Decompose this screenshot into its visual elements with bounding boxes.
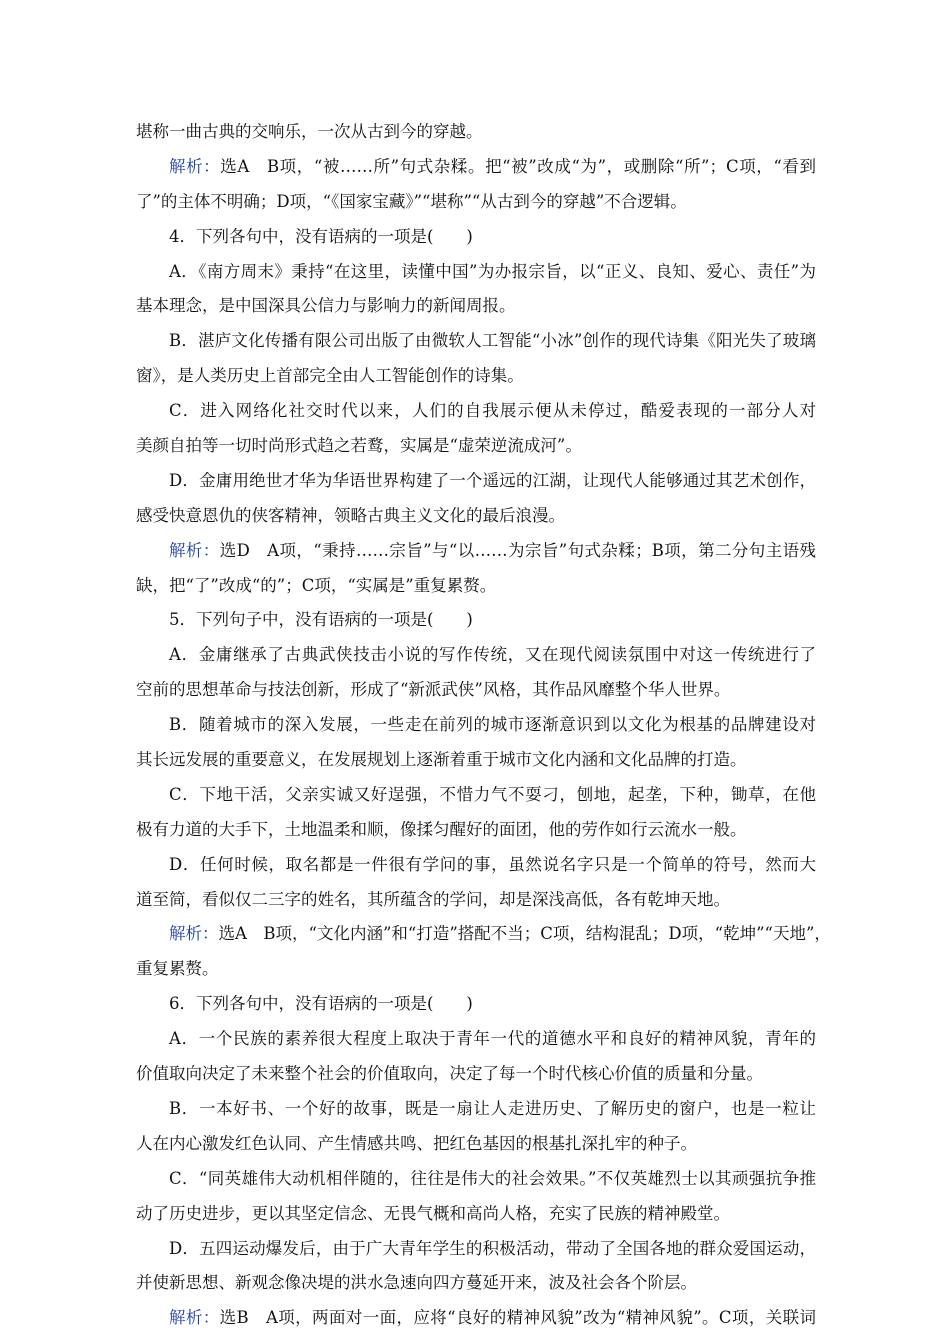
line-text: 选D A项，“秉持……宗旨”与“以……为宗旨”句式杂糅；B项，第二分句主语残 (219, 540, 816, 560)
text-line (136, 816, 816, 843)
analysis-label: 解析： (169, 540, 220, 560)
line-text: A．《南方周末》秉持“在这里，读懂中国”为办报宗旨，以“正义、良知、爱心、责任”为 (169, 261, 816, 281)
text-line (136, 327, 816, 354)
text-line (136, 1130, 816, 1157)
text-line (136, 1095, 816, 1122)
line-text: 重复累赘。 (136, 959, 219, 979)
line-text: 了”的主体不明确；D项，“《国家宝藏》”“堪称”“从古到今的穿越”不合逻辑。 (136, 191, 687, 211)
text-line (136, 955, 816, 982)
line-text: 4．下列各句中，没有语病的一项是( ) (169, 226, 473, 246)
line-text: C．下地干活，父亲实诚又好逞强，不惜力气不耍刁，刨地，起垄，下种，锄草，在他 (169, 784, 816, 804)
line-text: C．进入网络化社交时代以来，人们的自我展示便从未停过，酷爱表现的一部分人对 (169, 401, 816, 421)
text-line (136, 188, 816, 215)
line-text: 其长远发展的重要意义，在发展规划上逐渐着重于城市文化内涵和文化品牌的打造。 (136, 750, 747, 770)
text-line (136, 920, 831, 947)
document-page (136, 118, 831, 1339)
line-text: C．“同英雄伟大动机相伴随的，往往是伟大的社会效果。”不仅英雄烈士以其顽强抗争推 (169, 1168, 816, 1188)
line-text: 美颜自拍等一切时尚形式趋之若鹜，实属是“虚荣逆流成河”。 (136, 436, 582, 456)
text-line (136, 223, 816, 250)
text-line (136, 362, 816, 389)
line-text: 人在内心激发红色认同、产生情感共鸣、把红色基因的根基扎深扎牢的种子。 (136, 1133, 697, 1153)
line-text: 动了历史进步，更以其坚定信念、无畏气概和高尚人格，充实了民族的精神殿堂。 (136, 1203, 730, 1223)
line-text: A．一个民族的素养很大程度上取决于青年一代的道德水平和良好的精神风貌，青年的 (169, 1029, 816, 1049)
analysis-label: 解析： (169, 924, 219, 944)
text-line (136, 572, 816, 599)
text-line (136, 467, 816, 494)
line-text: 空前的思想革命与技法创新，形成了“新派武侠”风格，其作品风靡整个华人世界。 (136, 680, 731, 700)
text-line (136, 258, 816, 285)
text-line (136, 990, 816, 1017)
line-text: D．金庸用绝世才华为华语世界构建了一个遥远的江湖，让现代人能够通过其艺术创作， (169, 470, 816, 490)
line-text: 5．下列句子中，没有语病的一项是( ) (169, 610, 473, 630)
line-text: B．湛庐文化传播有限公司出版了由微软人工智能“小冰”创作的现代诗集《阳光失了玻璃 (169, 331, 816, 351)
line-text: 选B A项，两面对一面，应将“良好的精神风貌”改为“精神风貌”。C项，关联词 (219, 1308, 816, 1328)
text-line (136, 1235, 816, 1262)
line-text: 道至简，看似仅二三字的姓名，其所蕴含的学问，却是深浅高低，各有乾坤天地。 (136, 889, 730, 909)
text-line (136, 641, 816, 668)
line-text: 基本理念，是中国深具公信力与影响力的新闻周报。 (136, 296, 516, 316)
line-text: 极有力道的大手下，土地温柔和顺，像揉匀醒好的面团，他的劳作如行云流水一般。 (136, 819, 747, 839)
line-text: 感受快意恩仇的侠客精神，领略古典主义文化的最后浪漫。 (136, 505, 565, 525)
line-text: 窗》，是人类历史上首部完全由人工智能创作的诗集。 (136, 366, 524, 386)
line-text: 缺，把“了”改成“的”；C项，“实属是”重复累赘。 (136, 575, 497, 595)
text-line (136, 432, 816, 459)
line-text: 6．下列各句中，没有语病的一项是( ) (169, 994, 473, 1014)
line-text: B．随着城市的深入发展，一些走在前列的城市逐渐意识到以文化为根基的品牌建设对 (169, 715, 816, 735)
text-line (136, 1304, 816, 1331)
text-line (136, 606, 816, 633)
text-line (136, 1060, 816, 1087)
text-line (136, 292, 816, 319)
line-text: A．金庸继承了古典武侠技击小说的写作传统，又在现代阅读氛围中对这一传统进行了 (169, 645, 816, 665)
line-text: 堪称一曲古典的交响乐，一次从古到今的穿越。 (136, 122, 483, 141)
line-text: 选A B项，“被……所”句式杂糅。把“被”改成“为”，或删除“所”；C项，“看到 (220, 156, 816, 176)
analysis-label: 解析： (169, 156, 221, 176)
line-text: 选A B项，“文化内涵”和“打造”搭配不当；C项，结构混乱；D项，“乾坤”“天地”， (218, 924, 831, 944)
analysis-label: 解析： (169, 1308, 220, 1328)
text-line (136, 1200, 816, 1227)
line-text: B．一本好书、一个好的故事，既是一扇让人走进历史、了解历史的窗户，也是一粒让 (169, 1098, 816, 1118)
text-line (136, 746, 816, 773)
line-text: 并使新思想、新观念像决堤的洪水急速向四方蔓延开来，波及社会各个阶层。 (136, 1273, 697, 1293)
line-text: D．五四运动爆发后，由于广大青年学生的积极活动，带动了全国各地的群众爱国运动， (169, 1238, 816, 1258)
text-line (136, 502, 816, 529)
text-line (136, 153, 816, 180)
text-line (136, 851, 816, 878)
text-line (136, 711, 816, 738)
text-line (136, 886, 816, 913)
text-line (136, 676, 816, 703)
text-line (136, 1165, 816, 1192)
line-text: 价值取向决定了未来整个社会的价值取向，决定了每一个时代核心价值的质量和分量。 (136, 1064, 763, 1084)
text-line (136, 781, 816, 808)
text-line (136, 118, 816, 145)
text-line (136, 1269, 816, 1296)
line-text: D．任何时候，取名都是一件很有学问的事，虽然说名字只是一个简单的符号，然而大 (169, 854, 816, 874)
text-line (136, 397, 816, 424)
text-line (136, 1025, 816, 1052)
text-line (136, 537, 816, 564)
